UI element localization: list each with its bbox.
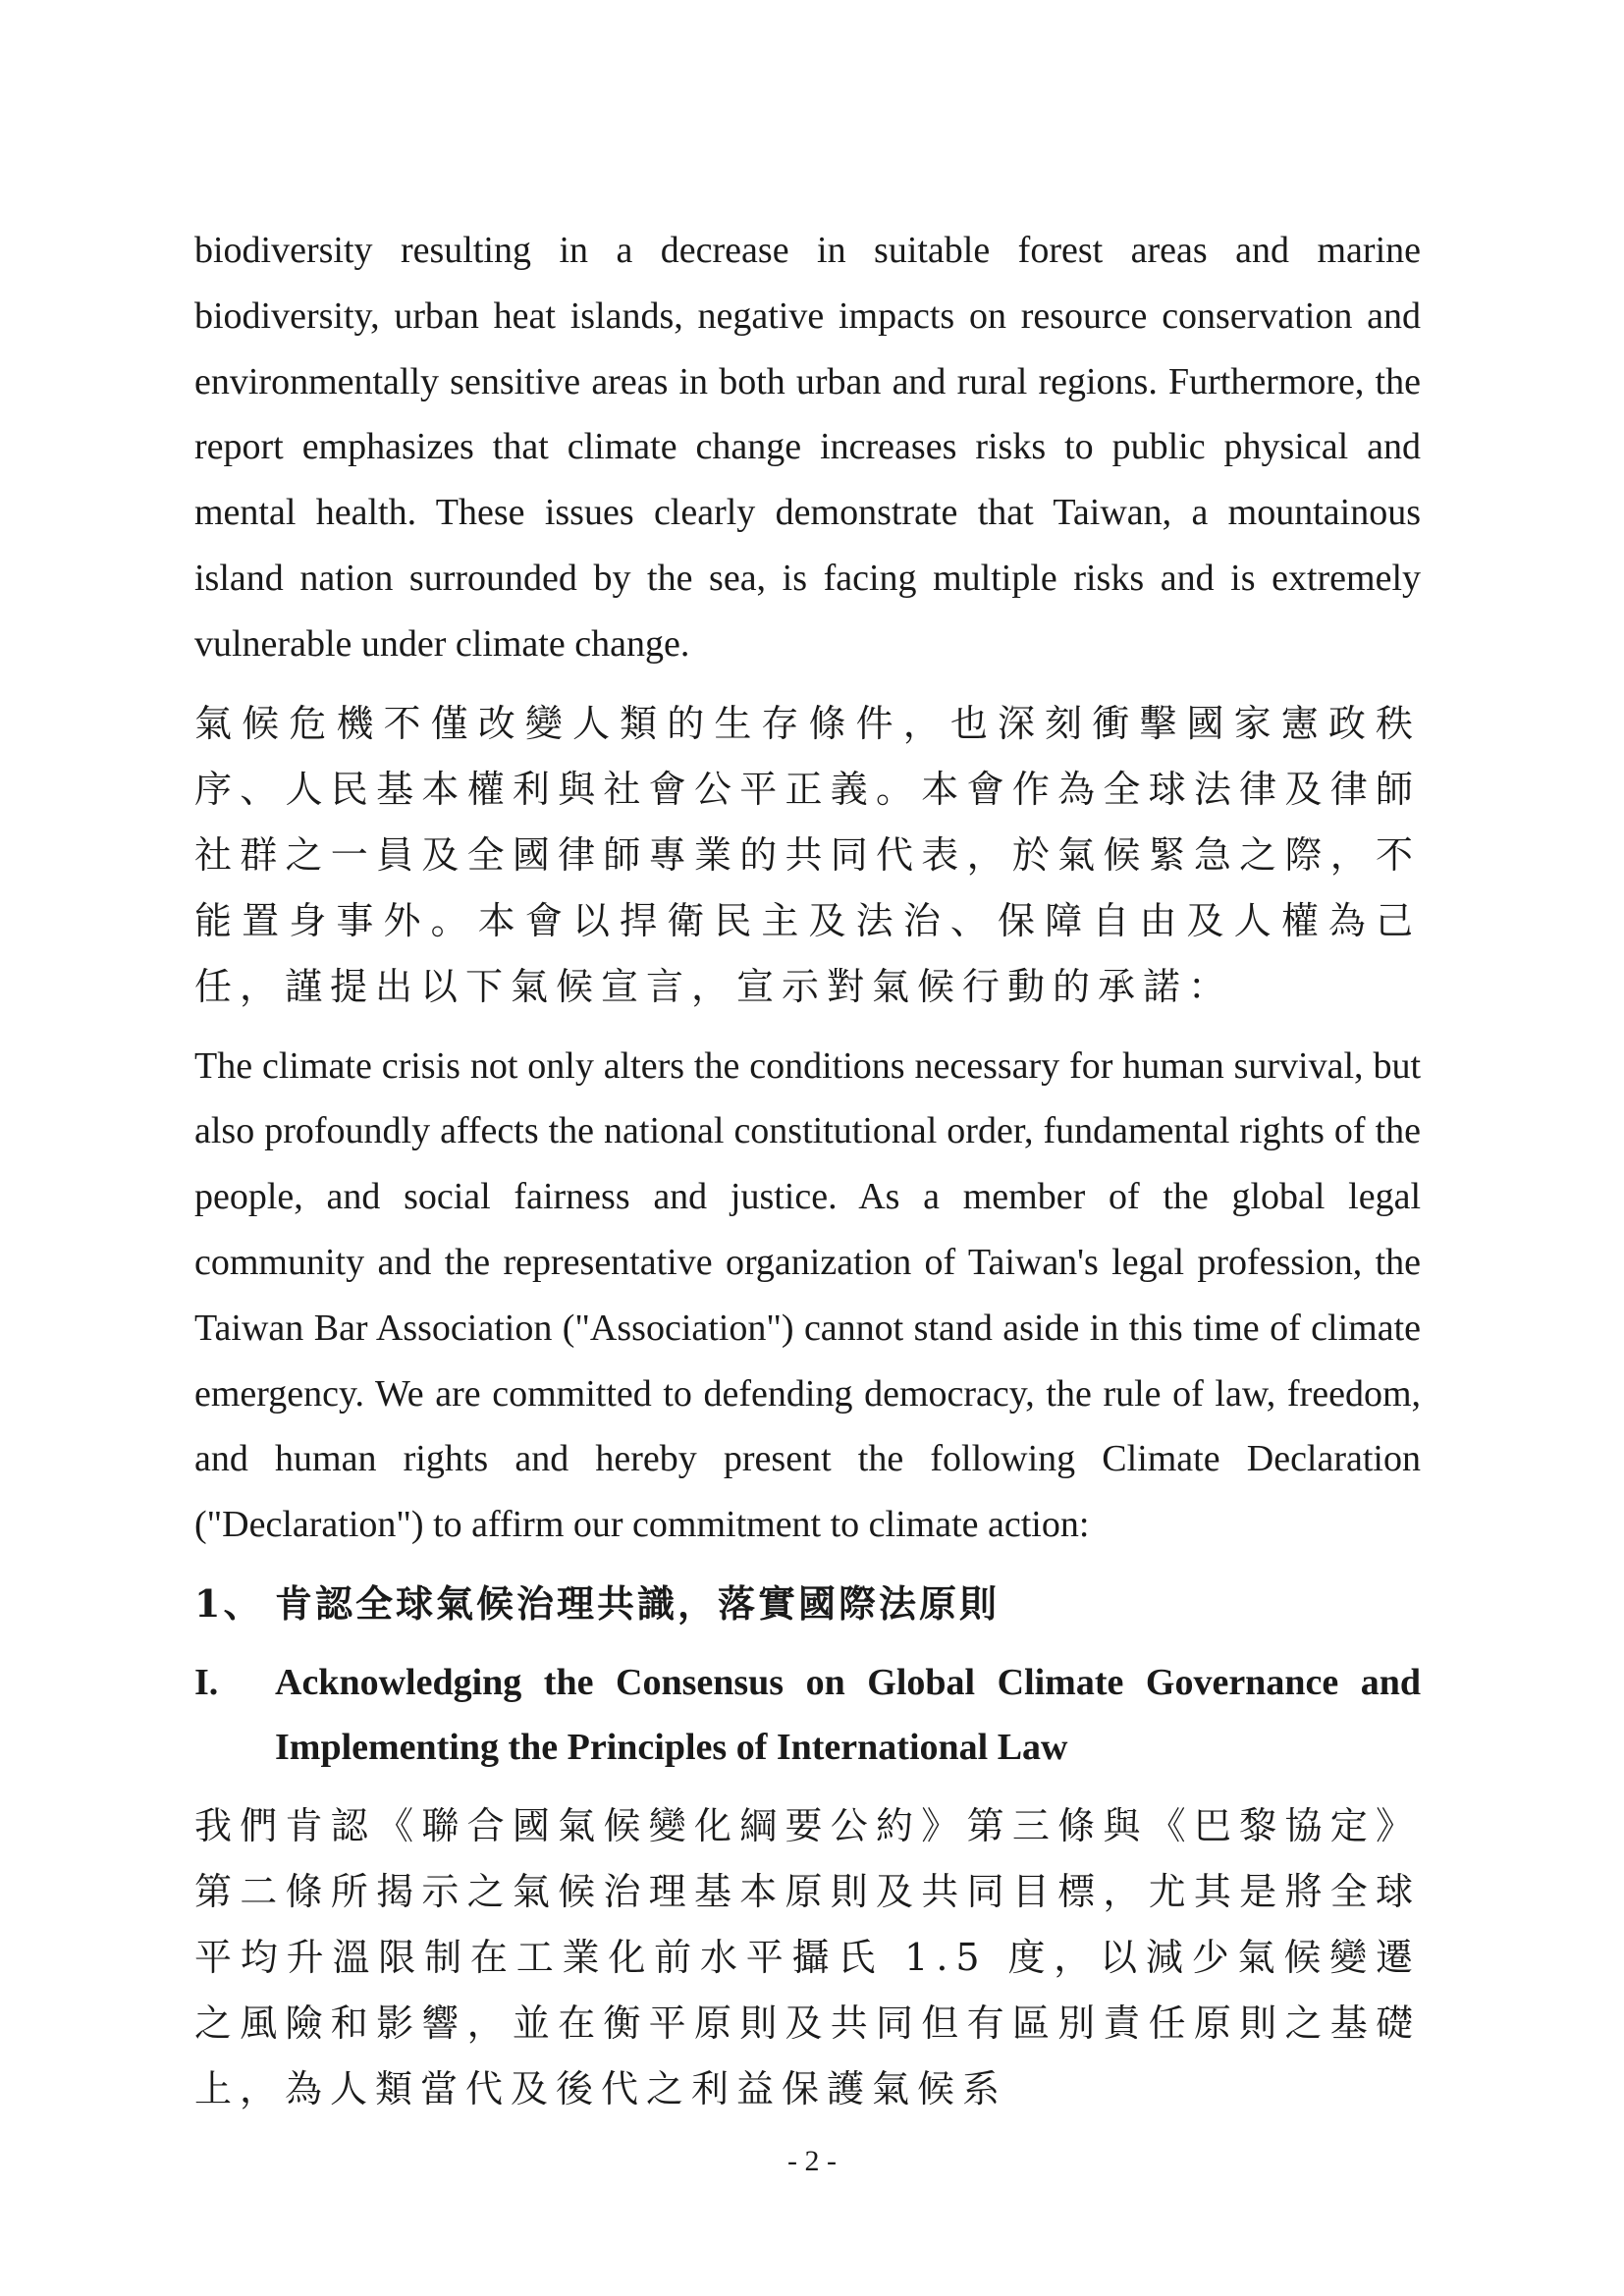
section-number-english: I. [194,1661,219,1703]
section-heading-english [194,1650,1421,1780]
section-heading-chinese [194,1572,1421,1636]
paragraph-chinese-acknowledgment: 我們肯認《聯合國氣候變化綱要公約》第三條與《巴黎協定》第二條所揭示之氣候治理基本原則及共同目標，尤其是將全球平均升溫限制在工業化前水平攝氏 1.5 度，以減少氣候變遷之風險和影響，並在衡平原則及共同但有區別責任原則之基礎上，為人類當代及後代之利益保護氣候系 [194,1803,1421,2110]
section-title-chinese: 肯認全球氣候治理共識，落實國際法原則 [275,1580,1001,1626]
section-title-english: Acknowledging the Consensus on Global Climate Governance and Implementing the Principles of International Law [275,1661,1421,1768]
paragraph-english-biodiversity: biodiversity resulting in a decrease in suitable forest areas and marine biodiversity, urban heat islands, negative impacts on resource conservation and environmentally sensitive areas in both urban and rural regions. Furthermore, the report emphasizes that climate change increases risks to public physical and mental health. These issues clearly demonstrate that Taiwan, a mountainous island nation surrounded by the sea, is facing multiple risks and is extremely vulnerable under climate change. [194,230,1421,665]
document-page-body [194,218,1421,2136]
paragraph-chinese-climate-crisis: 氣候危機不僅改變人類的生存條件，也深刻衝擊國家憲政秩序、人民基本權利與社會公平正義。本會作為全球法律及律師社群之一員及全國律師專業的共同代表，於氣候緊急之際，不能置身事外。本會以捍衛民主及法治、保障自由及人權為己任，謹提出以下氣候宣言，宣示對氣候行動的承諾： [194,701,1421,1008]
page-number: - 2 - [787,2145,837,2177]
paragraph-english-climate-crisis: The climate crisis not only alters the conditions necessary for human survival, but also profoundly affects the national constitutional order, fundamental rights of the people, and social fairness and justice. As a member of the global legal community and the representative organization of Taiwan's legal profession, the Taiwan Bar Association ("Association") cannot stand aside in this time of climate emergency. We are committed to defending democracy, the rule of law, freedom, and human rights and hereby present the following Climate Declaration ("Declaration") to affirm our commitment to climate action: [194,1044,1421,1546]
section-number-chinese: 1、 [194,1580,264,1626]
